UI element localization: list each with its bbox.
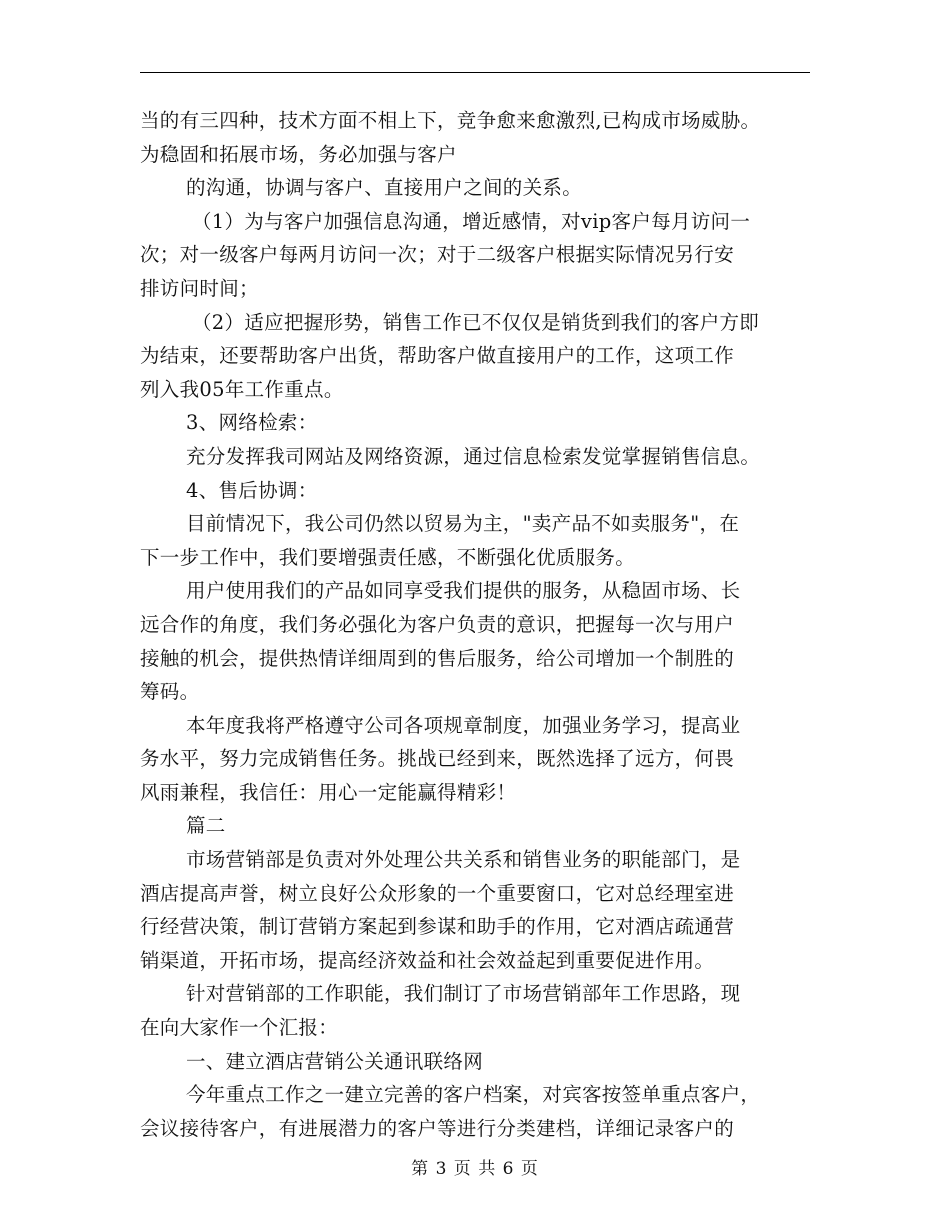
text-line: 本年度我将严格遵守公司各项规章制度，加强业务学习，提高业: [186, 713, 741, 737]
text-line: 接触的机会，提供热情详细周到的售后服务，给公司增加一个制胜的: [140, 646, 735, 670]
text-line: 今年重点工作之一建立完善的客户档案，对宾客按签单重点客户，: [186, 1083, 761, 1107]
text-line: 列入我05年工作重点。: [140, 377, 344, 401]
text-line: 销渠道，开拓市场，提高经济效益和社会效益起到重要促进作用。: [140, 948, 715, 972]
text-line: 远合作的角度，我们务必强化为客户负责的意识，把握每一次与用户: [140, 612, 735, 636]
text-line: 筹码。: [140, 680, 200, 704]
text-line: 目前情况下，我公司仍然以贸易为主，"卖产品不如卖服务"，在: [186, 512, 740, 536]
text-line: （2）适应把握形势，销售工作已不仅仅是销货到我们的客户方即: [192, 310, 760, 334]
text-line: 一、建立酒店营销公关通讯联络网: [186, 1049, 484, 1073]
text-line: 3、网络检索：: [186, 411, 318, 435]
text-line: 充分发挥我司网站及网络资源，通过信息检索发觉掌握销售信息。: [186, 444, 761, 468]
text-line: 篇二: [186, 814, 226, 838]
text-line: 针对营销部的工作职能，我们制订了市场营销部年工作思路，现: [186, 982, 741, 1006]
text-line: 在向大家作一个汇报：: [140, 1016, 339, 1040]
text-line: 当的有三四种，技术方面不相上下，竞争愈来愈激烈,已构成市场威胁。: [140, 109, 761, 132]
text-line: 为结束，还要帮助客户出货，帮助客户做直接用户的工作，这项工作: [140, 344, 735, 368]
text-line: 行经营决策，制订营销方案起到参谋和助手的作用，它对酒店疏通营: [140, 915, 735, 939]
text-line: 4、售后协调：: [186, 478, 318, 502]
text-line: 的沟通，协调与客户、直接用户之间的关系。: [186, 176, 583, 200]
text-line: 用户使用我们的产品如同享受我们提供的服务，从稳固市场、长: [186, 579, 741, 603]
header-rule: [140, 72, 810, 73]
text-line: 会议接待客户，有进展潜力的客户等进行分类建档，详细记录客户的: [140, 1116, 735, 1140]
page-footer: 第 3 页 共 6 页: [411, 1159, 539, 1179]
text-line: 排访问时间；: [140, 276, 259, 300]
document-body: [140, 104, 810, 1145]
text-line: 下一步工作中，我们要增强责任感，不断强化优质服务。: [140, 545, 636, 569]
text-line: （1）为与客户加强信息沟通，增近感情，对vip客户每月访问一: [192, 209, 751, 233]
text-line: 酒店提高声誉，树立良好公众形象的一个重要窗口，它对总经理室进: [140, 881, 735, 905]
text-line: 次；对一级客户每两月访问一次；对于二级客户根据实际情况另行安: [140, 243, 735, 267]
text-line: 市场营销部是负责对外处理公共关系和销售业务的职能部门，是: [186, 848, 741, 872]
text-line: 为稳固和拓展市场，务必加强与客户: [140, 142, 457, 166]
text-line: 风雨兼程，我信任：用心一定能赢得精彩！: [140, 780, 517, 804]
text-line: 务水平，努力完成销售任务。挑战已经到来，既然选择了远方，何畏: [140, 747, 735, 771]
